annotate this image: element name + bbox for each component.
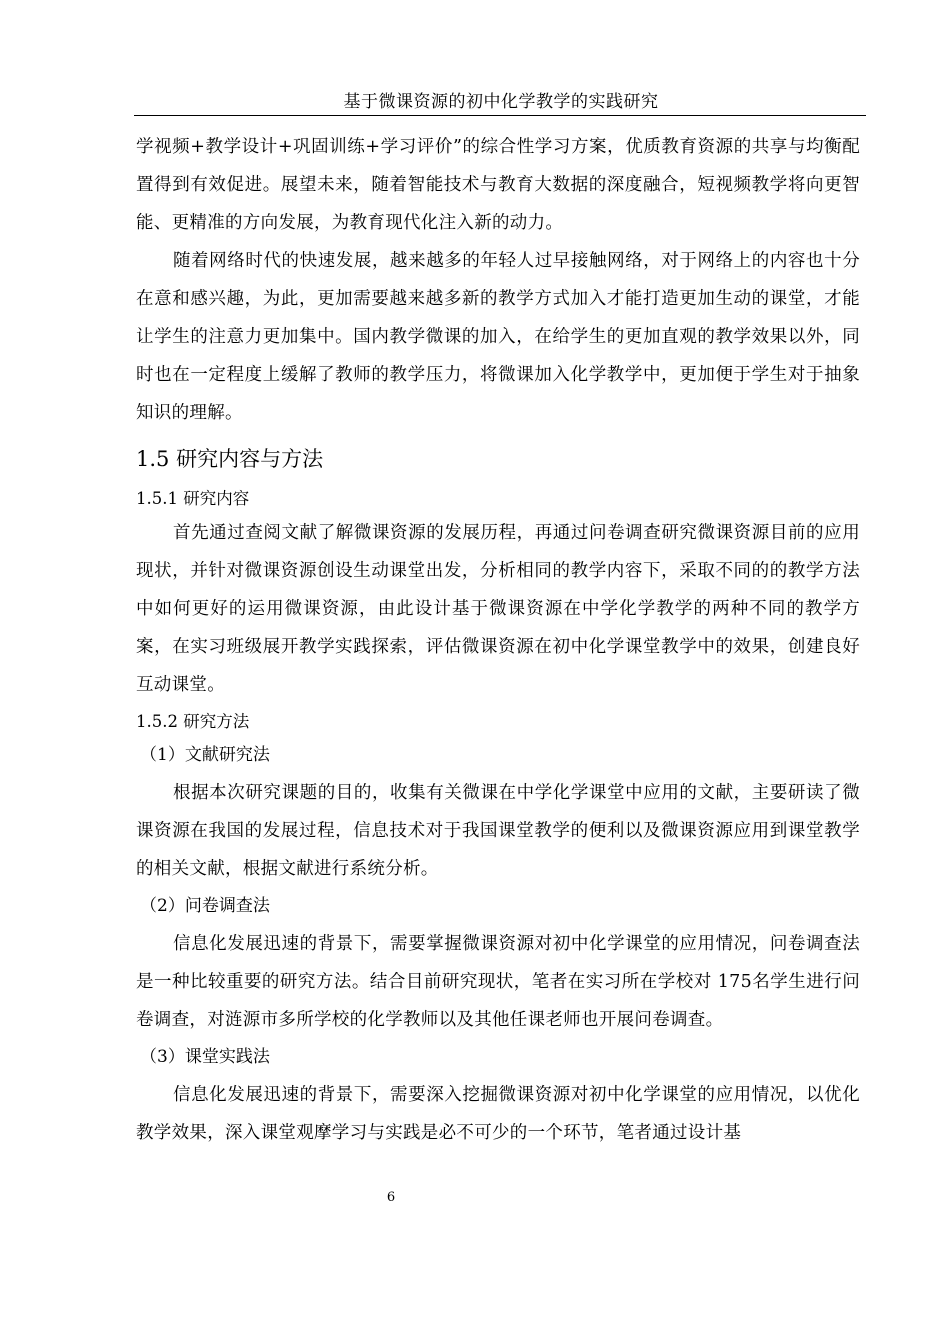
method-item-heading: （2）问卷调查法: [140, 896, 270, 916]
paragraph: 信息化发展迅速的背景下，需要掌握微课资源对初中化学课堂的应用情况，问卷调查法是一种比较重要的研究方法。结合目前研究现状，笔者在实习所在学校对 175名学生进行问卷调查，对涟源市多所学校的化学教师以及其他任课老师也开展问卷调查。: [136, 934, 860, 1030]
page-number: 6: [386, 1190, 396, 1205]
subsection-heading: 1.5.1 研究内容: [136, 489, 250, 508]
paragraph: 随着网络时代的快速发展，越来越多的年轻人过早接触网络，对于网络上的内容也十分在意和感兴趣，为此，更加需要越来越多新的教学方式加入才能打造更加生动的课堂，才能让学生的注意力更加集中。国内教学微课的加入，在给学生的更加直观的教学效果以外，同时也在一定程度上缓解了教师的教学压力，将微课加入化学教学中，更加便于学生对于抽象知识的理解。: [136, 251, 860, 423]
page-body: [136, 128, 860, 1152]
paragraph: 学视频+教学设计+巩固训练+学习评价”的综合性学习方案，优质教育资源的共享与均衡配置得到有效促进。展望未来，随着智能技术与教育大数据的深度融合，短视频教学将向更智能、更精准的方向发展，为教育现代化注入新的动力。: [136, 137, 860, 233]
paragraph: 信息化发展迅速的背景下，需要深入挖掘微课资源对初中化学课堂的应用情况，以优化教学效果，深入课堂观摩学习与实践是必不可少的一个环节，笔者通过设计基: [136, 1085, 860, 1143]
running-header: 基于微课资源的初中化学教学的实践研究: [343, 92, 659, 112]
header-divider: [134, 115, 866, 116]
method-item-heading: （1）文献研究法: [140, 745, 270, 765]
paragraph: 根据本次研究课题的目的，收集有关微课在中学化学课堂中应用的文献，主要研读了微课资源在我国的发展过程，信息技术对于我国课堂教学的便利以及微课资源应用到课堂教学的相关文献，根据文献进行系统分析。: [136, 783, 860, 879]
paragraph: 首先通过查阅文献了解微课资源的发展历程，再通过问卷调查研究微课资源目前的应用现状，并针对微课资源创设生动课堂出发，分析相同的教学内容下，采取不同的的教学方法中如何更好的运用微课资源，由此设计基于微课资源在中学化学教学的两种不同的教学方案，在实习班级展开教学实践探索，评估微课资源在初中化学课堂教学中的效果，创建良好互动课堂。: [136, 523, 860, 695]
section-heading: 1.5 研究内容与方法: [136, 447, 324, 471]
method-item-heading: （3）课堂实践法: [140, 1047, 270, 1067]
subsection-heading: 1.5.2 研究方法: [136, 712, 250, 731]
